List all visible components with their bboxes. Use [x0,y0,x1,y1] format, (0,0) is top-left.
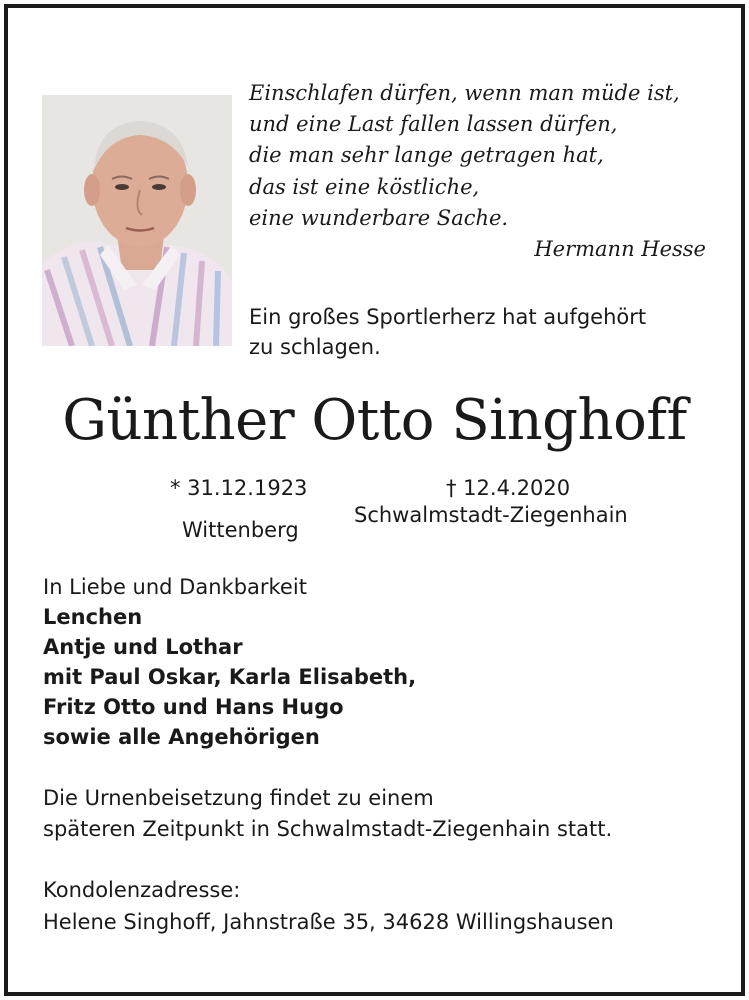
burial-line: späteren Zeitpunkt in Schwalmstadt-Ziegenhain statt. [43,817,613,841]
condolence-label: Kondolenzadresse: [43,878,241,902]
tribute-line: Ein großes Sportlerherz hat aufgehört [249,305,647,329]
burial-line: Die Urnenbeisetzung findet zu einem [43,786,434,810]
mourner-name: Lenchen [43,605,143,629]
quote-line: Einschlafen dürfen, wenn man müde ist, [249,81,680,105]
birth-date: * 31.12.1923 [170,476,308,500]
mourners-intro: In Liebe und Dankbarkeit [43,575,307,599]
birth-place: Wittenberg [182,518,299,542]
hesse-quote [249,78,711,265]
tribute-line: zu schlagen. [249,335,381,359]
quote-line: und eine Last fallen lassen dürfen, [249,112,618,137]
burial-notice [43,783,612,845]
death-date: † 12.4.2020 [446,476,571,500]
mourner-name: sowie alle Angehörigen [43,725,320,749]
mourner-name: mit Paul Oskar, Karla Elisabeth, [43,665,417,689]
death-place: Schwalmstadt-Ziegenhain [354,503,628,527]
tribute-text [249,302,709,362]
mourners-list [43,572,416,752]
quote-author: Hermann Hesse [534,237,706,262]
quote-line: die man sehr lange getragen hat, [249,143,604,168]
deceased-name: Günther Otto Singhoff [62,388,687,453]
portrait-photo [42,95,232,346]
quote-line: eine wunderbare Sache. [249,205,509,230]
mourner-name: Fritz Otto und Hans Hugo [43,695,344,719]
condolence-address [43,874,614,938]
quote-line: das ist eine köstliche, [249,174,480,199]
condolence-address-line: Helene Singhoff, Jahnstraße 35, 34628 Willingshausen [43,910,614,934]
mourner-name: Antje und Lothar [43,635,243,659]
